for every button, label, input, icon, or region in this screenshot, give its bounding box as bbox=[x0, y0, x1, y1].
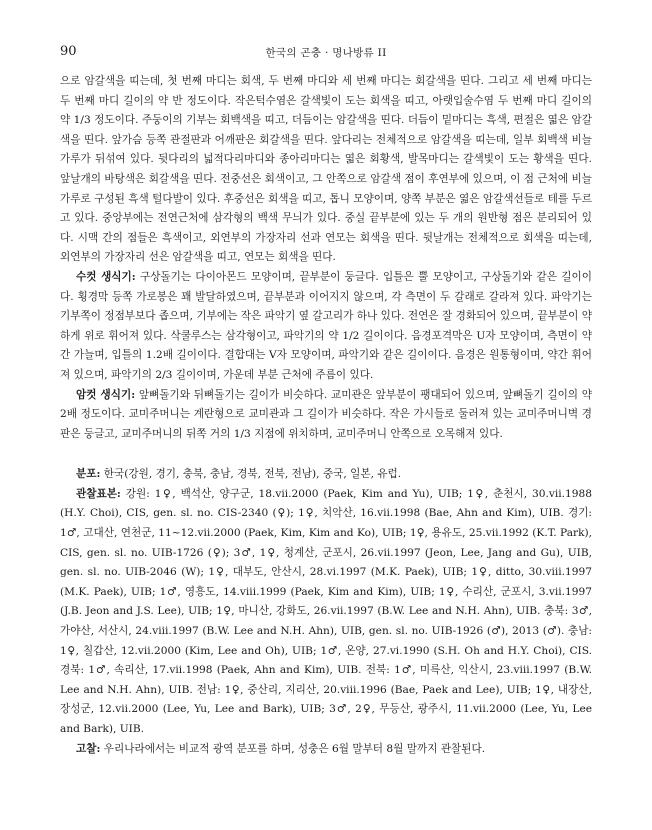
specimens-label: 관찰표본: bbox=[76, 487, 121, 500]
distribution-label: 분포: bbox=[76, 468, 101, 481]
female-genitalia-paragraph bbox=[60, 386, 592, 445]
page-number: 90 bbox=[60, 44, 77, 59]
running-header: 한국의 곤충 · 명나방류 II bbox=[265, 47, 387, 59]
remarks-text: 우리나라에서는 비교적 광역 분포를 하며, 성충은 6월 말부터 8월 말까지 관찰된다. bbox=[100, 742, 486, 755]
section-gap bbox=[60, 444, 592, 465]
distribution-text: 한국(강원, 경기, 충북, 충남, 경북, 전북, 전남), 중국, 일본, 유럽. bbox=[100, 468, 402, 481]
specimens-text: 강원: 1♀, 백석산, 양구군, 18.vii.2000 (Paek, Kim and Yu), UIB; 1♀, 춘천시, 30.vii.1988 (H.Y. Choi), CIS, gen. sl. no. CIS-2340 (♀); 1♀, 치악산, 16.vii.1998 (Bae, Ahn and Kim), UIB. 경기: 1♂, 고대산, 연천군, 11~12.vii.2000 (Paek, Kim, Kim and Ko), UIB; 1♀, 용유도, 25.vii.1992 (K.T. Park), CIS, gen. sl. no. UIB-1726 (♀); 3♂, 1♀, 청계산, 군포시, 26.vii.1997 (Jeon, Lee, Jang and Gu), UIB, gen. sl. no. UIB-2046 (W); 1♀, 대부도, 안산시, 28.vi.1997 (M.K. Paek), UIB; 1♀, ditto, 30.viii.1997 (M.K. Paek), UIB; 1♂, 영흥도, 14.viii.1999 (Paek, Kim and Kim), UIB; 1♀, 수리산, 군포시, 3.vii.1997 (J.B. Jeon and J.S. Lee), UIB; 1♀, 마니산, 강화도, 26.vii.1997 (B.W. Lee and N.H. Ahn), UIB. 충북: 3♂, 가야산, 서산시, 24.viii.1997 (B.W. Lee and N.H. Ahn), UIB, gen. sl. no. UIB-1926 (♂), 2013 (♂). 충남: 1♀, 칠갑산, 12.vii.2000 (Kim, Lee and Oh), UIB; 1♂, 온양, 27.vi.1990 (S.H. Oh and H.Y. Choi), CIS. 경북: 1♂, 속리산, 17.vii.1998 (Paek, Ahn and Kim), UIB. 전북: 1♂, 미륵산, 익산시, 23.viii.1997 (B.W. Lee and N.H. Ahn), UIB. 전남: 1♀, 중산리, 지리산, 20.viii.1996 (Bae, Paek and Lee), UIB; 1♀, 내장산, 장성군, 12.vii.2000 (Lee, Yu, Lee and Bark), UIB; 3♂, 2♀, 무등산, 광주시, 11.vii.2000 (Lee, Yu, Lee and Bark), UIB. bbox=[60, 487, 592, 735]
page-content bbox=[60, 72, 592, 759]
remarks-paragraph bbox=[60, 740, 592, 760]
male-genitalia-label: 수컷 생식기: bbox=[76, 270, 136, 283]
male-genitalia-paragraph bbox=[60, 268, 592, 386]
specimens-paragraph bbox=[60, 485, 592, 740]
distribution-paragraph bbox=[60, 465, 592, 485]
male-genitalia-text: 구상돌기는 다이아몬드 모양이며, 끝부분이 둥글다. 입틀은 뿔 모양이고, 구상돌기와 같은 길이이다. 횡경막 등쪽 가로봉은 꽤 발달하였으며, 끝부분과 이어지지 않으며, 각 측면이 두 갈래로 갈라져 있다. 파악기는 기부쪽이 정점부보다 좁으며, 기부에는 작은 파악기 옆 갈고리가 하나 있다. 전연은 잘 경화되어 있으며, 끝부분이 약하게 위로 휘어져 있다. 삭쿨루스는 삼각형이고, 파악기의 약 1/2 길이이다. 음경포격막은 U자 모양이며, 측면이 약간 가늘며, 입틀의 1.2배 길이이다. 결합대는 V자 모양이며, 파악기와 같은 길이이다. 음경은 원통형이며, 약간 휘어져 있으며, 파악기의 2/3 길이이며, 가운데 부분 근처에 주름이 있다. bbox=[60, 270, 592, 381]
female-genitalia-label: 암컷 생식기: bbox=[76, 388, 136, 401]
remarks-label: 고찰: bbox=[76, 742, 101, 755]
female-genitalia-text: 앞뼈돌기와 뒤뼈돌기는 길이가 비슷하다. 교미관은 앞부분이 팽대되어 있으며, 앞뼈돌기 길이의 약 2배 정도이다. 교미주머니는 계란형으로 교미관과 그 길이가 비슷하다. 작은 가시들로 둘러져 있는 교미주머니벽 경판은 둥글고, 교미주머니의 뒤쪽 거의 1/3 지점에 위치하며, 교미주머니 안쪽으로 오목해져 있다. bbox=[60, 388, 592, 440]
description-paragraph: 으로 암갈색을 띠는데, 첫 번째 마디는 회색, 두 번째 마디와 세 번째 마디는 회갈색을 띤다. 그리고 세 번째 마디는 두 번째 마디 길이의 약 반 정도이다. 작은턱수염은 갈색빛이 도는 회색을 띠고, 아랫입술수염 두 번째 마디 길이의 약 1/3 정도이다. 주둥이의 기부는 회백색을 띠고, 더듬이는 암갈색을 띤다. 더듬이 밑마디는 흑색, 편절은 엷은 암갈색을 띤다. 앞가슴 등쪽 관절판과 어깨판은 회갈색을 띤다. 앞다리는 전체적으로 암갈색을 띠는데, 일부 회백색 비늘가루가 뒤섞여 있다. 뒷다리의 넓적다리마디와 종아리마디는 엷은 회황색, 발목마디는 갈색빛이 도는 황색을 띤다. 앞날개의 바탕색은 회갈색을 띤다. 전중선은 회색이고, 그 안쪽으로 암갈색 점이 후연부에 있으며, 이 점 근처에 비늘가루로 구성된 흑색 털다발이 있다. 후중선은 회색을 띠고, 톱니 모양이며, 양쪽 부분은 엷은 암갈색선들로 테를 두르고 있다. 중앙부에는 전연근처에 삼각형의 백색 무늬가 있다. 중실 끝부분에 있는 두 개의 원반형 점은 분리되어 있다. 시맥 간의 점들은 흑색이고, 외연부의 가장자리 선과 연모는 회색을 띤다. 뒷날개는 전체적으로 회색을 띠는데, 외연부의 가장자리 선은 암갈색을 띠고, 연모는 회색을 띤다. bbox=[60, 75, 592, 264]
